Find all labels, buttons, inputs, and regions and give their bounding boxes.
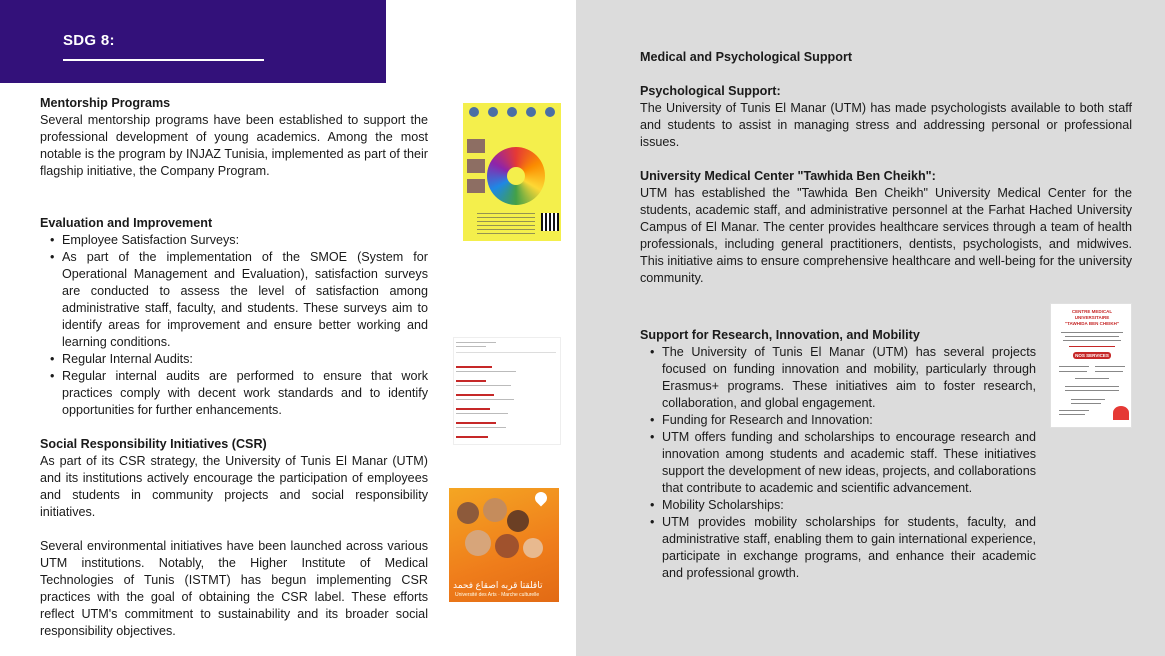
evaluation-heading: Evaluation and Improvement (40, 216, 213, 230)
flyer-title-line-3: "TAWHIDA BEN CHEIKH" (1064, 321, 1119, 326)
left-page (0, 0, 576, 656)
list-item: • UTM provides mobility scholarships for students, faculty, and administrative staff, enabling them to gain international experience, participate in exchange programs, and enhance their academic and professional growth. (652, 514, 1036, 582)
csr-heading: Social Responsibility Initiatives (CSR) (40, 437, 267, 451)
medical-center-heading: University Medical Center "Tawhida Ben Cheikh": (640, 169, 936, 183)
services-badge-label: NOS SERVICES (1075, 353, 1109, 358)
list-item: • Funding for Research and Innovation: (652, 412, 1036, 429)
poster-logos (469, 107, 555, 121)
sdg-title: SDG 8: (63, 32, 115, 49)
list-item: • Mobility Scholarships: (652, 497, 1036, 514)
medical-center-text: UTM has established the "Tawhida Ben Cheikh" University Medical Center for the students, academic staff, and administrative personnel at the Farhat Hached University Campus of El Manar. The center provides healthcare services through a team of health professionals, including general practitioners, dentists, psychologists, and midwives. This initiative aims to ensure comprehensive healthcare and well-being for the university community. (640, 186, 1132, 285)
evaluation-section (40, 215, 428, 419)
poster-arabic-text: تاقلقتا قربه اصقاع فحمد (453, 580, 543, 590)
medical-center-flyer-image (1050, 303, 1132, 428)
poster-latin-text: Université des Arts · Marche culturelle (455, 592, 540, 598)
research-heading: Support for Research, Innovation, and Mobility (640, 328, 920, 342)
research-list (652, 344, 1036, 582)
medical-psych-section (640, 49, 1132, 287)
list-item: • UTM offers funding and scholarships to encourage research and innovation among students and academic staff. These initiatives support the development of new ideas, projects, and collaborations that contribute to academic and scientific advancement. (652, 429, 1036, 497)
list-item: • Regular internal audits are performed to ensure that work practices comply with decent work standards and to identify opportunities for further enhancements. (52, 368, 428, 419)
qr-code-icon (541, 213, 559, 231)
csr-text-1: As part of its CSR strategy, the University of Tunis El Manar (UTM) and its institutions actively encourage the participation of employees and students in community projects and social responsibility initiatives. (40, 454, 428, 519)
section-title: Medical and Psychological Support (640, 50, 853, 64)
csr-text-2: Several environmental initiatives have been launched across various UTM institutions. Notably, the Higher Institute of Medical Technologies of Tunis (ISTMT) has begun implementing CSR practices with the goal of obtaining the CSR label. These efforts reflect UTM's commitment to sustainability and its broader social responsibility objectives. (40, 539, 428, 638)
website-screenshot-image (453, 337, 561, 445)
evaluation-list (52, 232, 428, 419)
mentorship-section (40, 95, 428, 180)
list-item: • The University of Tunis El Manar (UTM) has several projects focused on funding innovation and mobility, particularly through Erasmus+ programs. These initiatives aim to foster research, collaboration, and global engagement. (652, 344, 1036, 412)
title-underline (63, 59, 264, 61)
flyer-title-line-2: UNIVERSITAIRE (1074, 315, 1110, 320)
heart-icon (1113, 406, 1129, 420)
csr-poster-image (449, 488, 559, 602)
flyer-title-line-1: CENTRE MEDICAL (1071, 309, 1113, 314)
research-section (640, 327, 1036, 582)
location-pin-icon (533, 490, 550, 507)
psych-heading: Psychological Support: (640, 84, 781, 98)
list-item: • Regular Internal Audits: (52, 351, 428, 368)
psych-text: The University of Tunis El Manar (UTM) has made psychologists available to both staff and students to assist in managing stress and addressing personal or professional issues. (640, 101, 1132, 149)
mentorship-heading: Mentorship Programs (40, 96, 171, 110)
innovation-poster-image (463, 103, 561, 241)
mentorship-text: Several mentorship programs have been established to support the professional development of young academics. Among the most notable is the program by INJAZ Tunisia, implemented as part of their flagship initiative, the Company Program. (40, 113, 428, 178)
list-item: • As part of the implementation of the SMOE (System for Operational Management and Evaluation), satisfaction surveys are conducted to assess the level of satisfaction among administrative staff, faculty, and students. These surveys aim to identify areas for improvement and ensure better working and learning conditions. (52, 249, 428, 351)
list-item: • Employee Satisfaction Surveys: (52, 232, 428, 249)
csr-section (40, 436, 428, 640)
sdg-banner (0, 0, 386, 83)
